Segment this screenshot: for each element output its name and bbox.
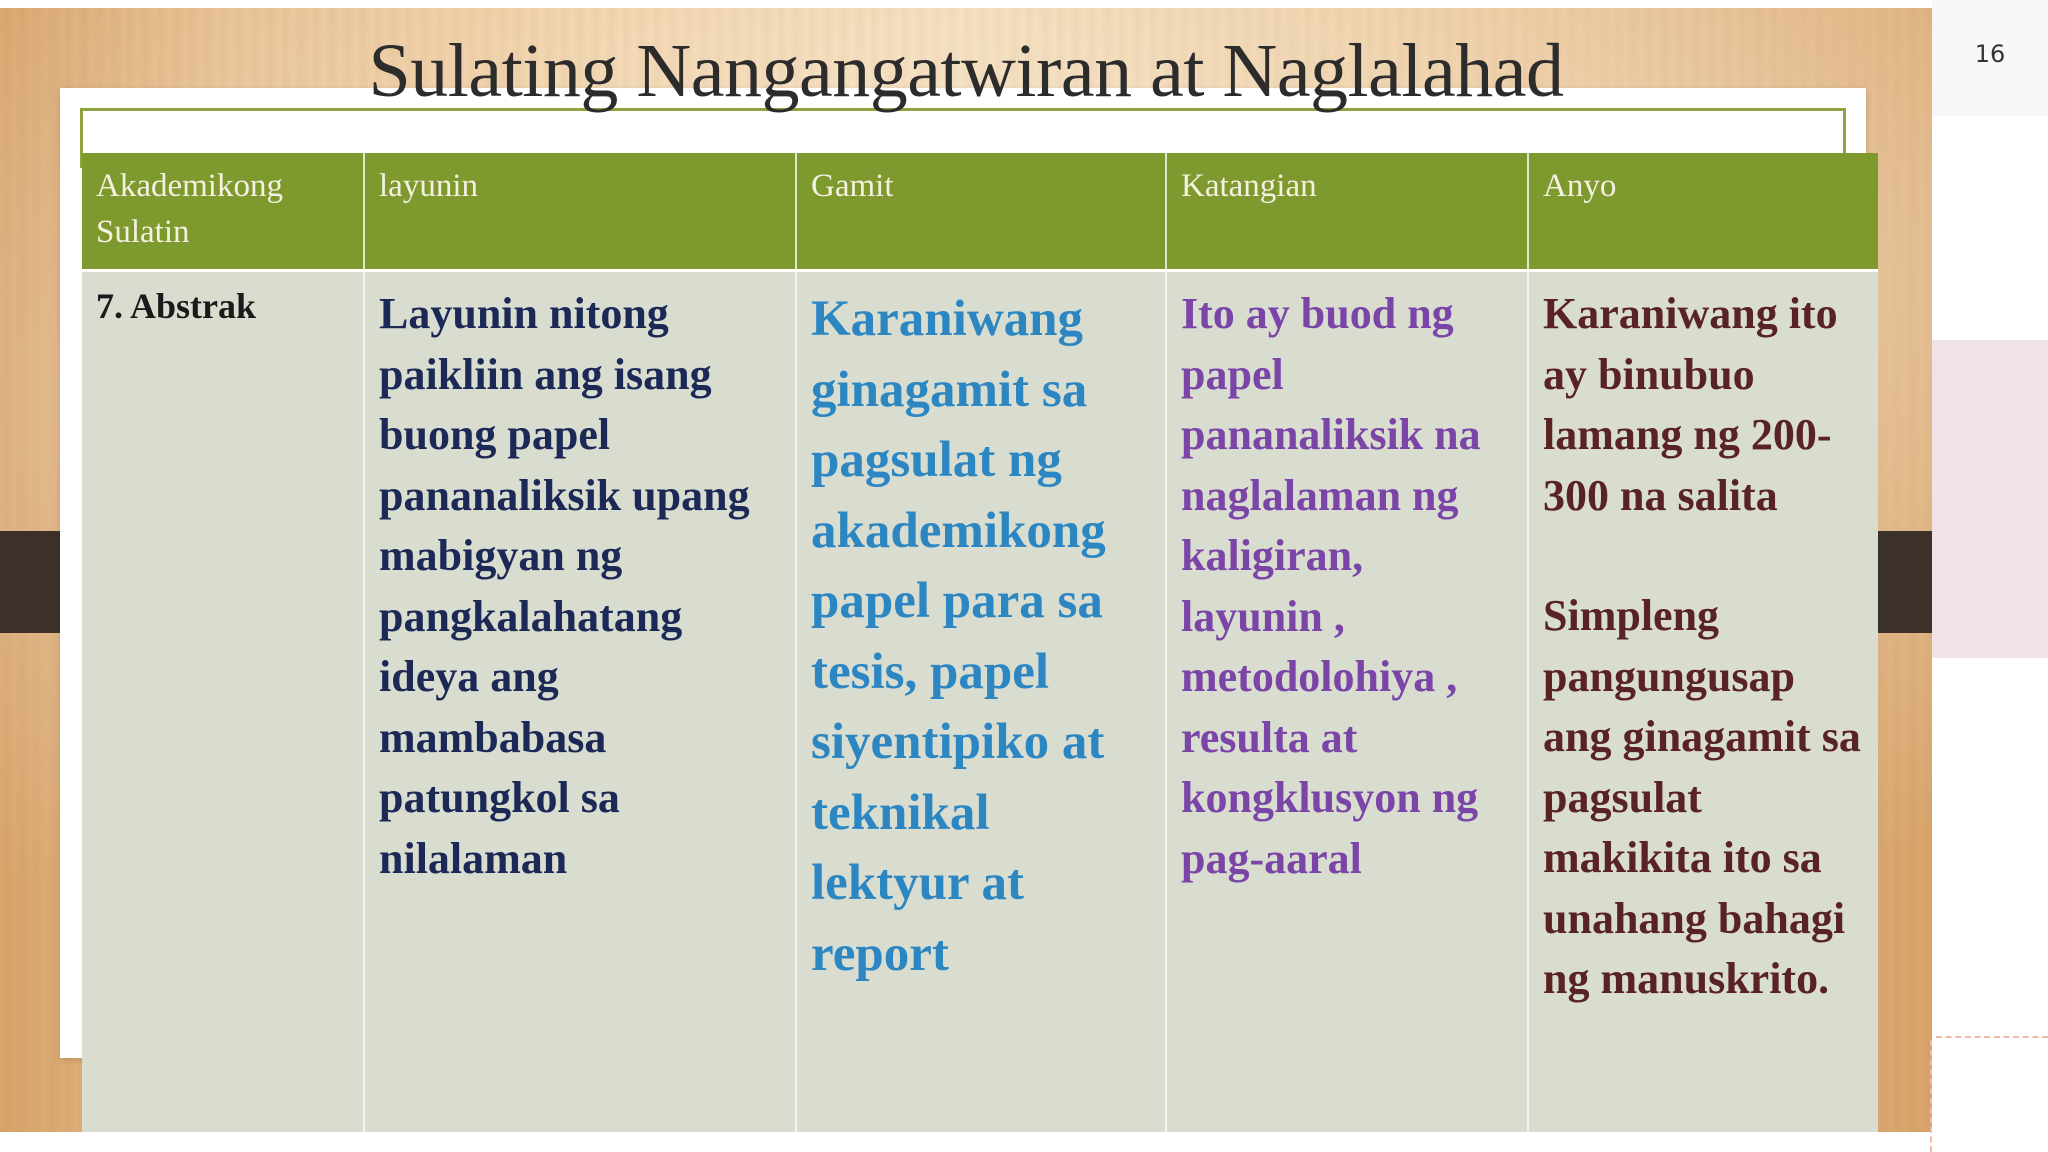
slide-title: Sulating Nangangatwiran at Naglalahad — [368, 29, 1564, 113]
side-panel-accent — [1932, 340, 2048, 658]
paragraph-spacer — [1543, 526, 1864, 586]
cell-layunin-text: Layunin nitong paikliin ang isang buong papel pananaliksik upang mabigyan ng pangkalahatang ideya ang mambabasa patungkol sa nilalaman — [379, 289, 750, 883]
table-row — [82, 271, 1878, 1133]
decorative-band-right — [1878, 531, 1932, 633]
header-anyo: Anyo — [1528, 153, 1878, 271]
side-dashed-line-horizontal — [1936, 1036, 2048, 1038]
cell-layunin — [364, 271, 796, 1133]
table-header-row — [82, 153, 1878, 271]
header-layunin: layunin — [364, 153, 796, 271]
cell-name — [82, 271, 364, 1133]
cell-name-text: 7. Abstrak — [96, 286, 257, 326]
slide — [0, 8, 1932, 1132]
header-katangian: Katangian — [1166, 153, 1528, 271]
cell-anyo — [1528, 271, 1878, 1133]
cell-katangian-text: Ito ay buod ng papel pananaliksik na naglalaman ng kaligiran, layunin , metodolohiya , resulta at kongklusyon ng pag-aaral — [1181, 289, 1481, 883]
cell-gamit — [796, 271, 1166, 1133]
header-akademikong-sulatin: Akademikong Sulatin — [82, 153, 364, 271]
cell-katangian — [1166, 271, 1528, 1133]
header-gamit: Gamit — [796, 153, 1166, 271]
side-dashed-line-vertical — [1930, 1040, 1932, 1152]
cell-anyo-paragraph-1: Karaniwang ito ay binubuo lamang ng 200-300 na salita — [1543, 289, 1838, 520]
comparison-table — [82, 153, 1878, 1132]
page-number: 16 — [1974, 40, 2006, 68]
cell-anyo-paragraph-2: Simpleng pangungusap ang ginagamit sa pagsulat makikita ito sa unahang bahagi ng manuskrito. — [1543, 591, 1861, 1003]
cell-gamit-text: Karaniwang ginagamit sa pagsulat ng akademikong papel para sa tesis, papel siyentipiko at teknikal lektyur at report — [811, 291, 1106, 982]
